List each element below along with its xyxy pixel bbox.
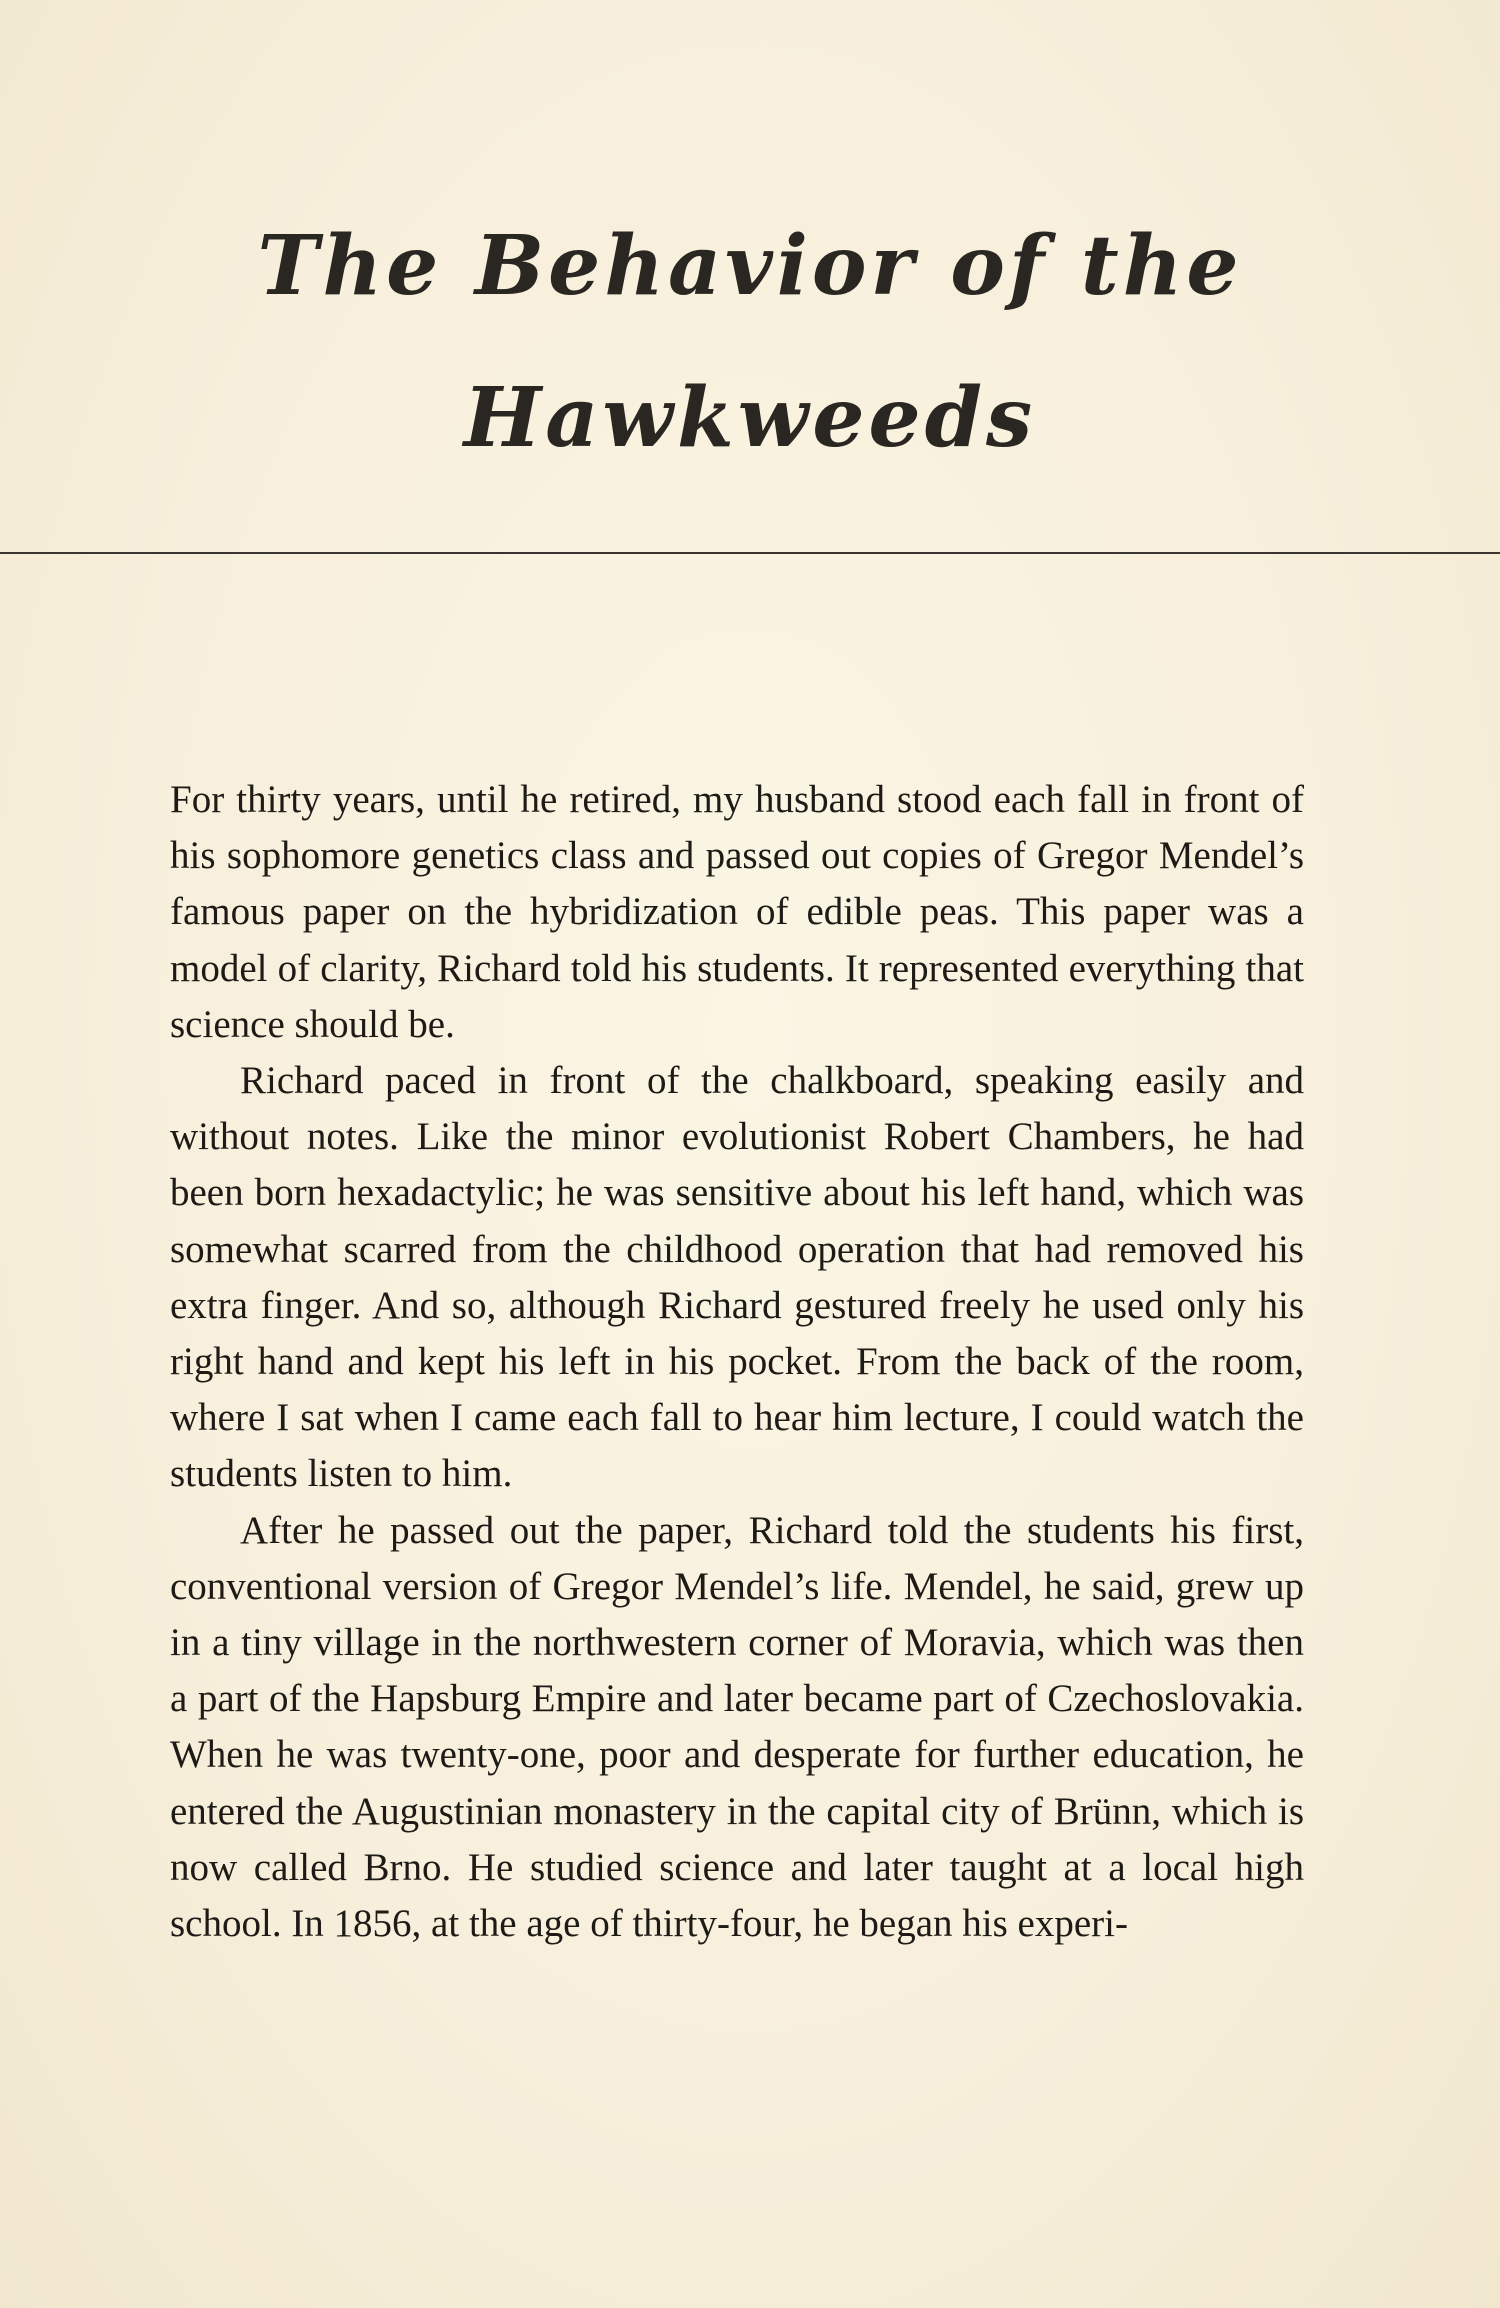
paragraph-2: Richard paced in front of the chalkboard, speaking easily and without notes. Like the minor evolutionist Robert Chambers, he had been born hexadactylic; he was sensitive about his left hand, which was somewhat scarred from the childhood operation that had removed his extra finger. And so, although Richard gestured freely he used only his right hand and kept his left in his pocket. From the back of the room, where I sat when I came each fall to hear him lecture, I could watch the students listen to him. [170,1059,1304,1496]
title-divider [0,552,1500,554]
chapter-title-line-1: The Behavior of the [257,218,1243,314]
chapter-title-line-2: Hawkweeds [463,370,1037,466]
paragraph-1: For thirty years, until he retired, my husband stood each fall in front of his sophomore genetics class and passed out copies of Gregor Mendel’s famous paper on the hybridization of edible peas. This paper was a model of clarity, Richard told his students. It represented everything that science should be. [170,778,1304,1046]
paragraph-3: After he passed out the paper, Richard told the students his first, conventional version of Gregor Mendel’s life. Mendel, he said, grew up in a tiny village in the northwestern corner of Moravia, which was then a part of the Hapsburg Empire and later became part of Czechoslovakia. When he was twenty-one, poor and desperate for further education, he entered the Augustinian monastery in the capital city of Brünn, which is now called Brno. He studied science and later taught at a local high school. In 1856, at the age of thirty-four, he began his experi- [170,1508,1304,1946]
chapter-body [170,772,1304,1952]
